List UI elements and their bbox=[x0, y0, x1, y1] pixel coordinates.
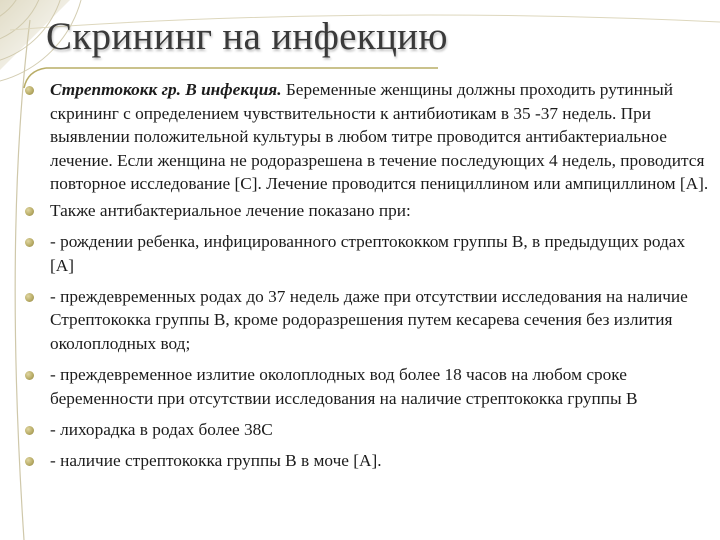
bullet-icon bbox=[25, 371, 34, 380]
item-text: - рождении ребенка, инфицированного стрептококком группы В, в предыдущих родах [A] bbox=[50, 232, 686, 275]
list-item bbox=[22, 78, 712, 196]
list-item bbox=[22, 363, 712, 410]
list-item bbox=[22, 285, 712, 356]
list-item bbox=[22, 199, 712, 223]
item-text: Беременные женщины должны проходить рутинный скрининг с определением чувствительности к антибиотикам в 35 -37 недель. При выявлении положительной культуры в любом титре проводится антибактериальное лечение. Если женщина не родоразрешена в течение последующих 4 недель, проводится повторное исследование [С]. Лечение проводится пенициллином или ампициллином [A]. bbox=[50, 80, 709, 194]
item-text: Также антибактериальное лечение показано при: bbox=[50, 200, 411, 220]
bullet-icon bbox=[25, 457, 34, 466]
bullet-icon bbox=[25, 207, 34, 216]
page-title: Скрининг на инфекцию bbox=[46, 15, 448, 58]
bullet-icon bbox=[25, 293, 34, 302]
list-item bbox=[22, 230, 712, 277]
bullet-icon bbox=[25, 426, 34, 435]
item-text: - наличие стрептококка группы В в моче [A]. bbox=[50, 450, 382, 470]
bullet-icon bbox=[25, 86, 34, 95]
list-item bbox=[22, 449, 712, 473]
item-text: - лихорадка в родах более 38С bbox=[50, 419, 273, 439]
item-text: - преждевременных родах до 37 недель даже при отсутствии исследования на наличие Стрептококка группы В, кроме родоразрешения путем кесарева сечения без излития околоплодных вод; bbox=[50, 286, 688, 353]
item-text: - преждевременное излитие околоплодных вод более 18 часов на любом сроке беременности при отсутствии исследования на наличие стрептококка группы В bbox=[50, 365, 638, 408]
list-item bbox=[22, 418, 712, 442]
item-lead: Стрептококк гр. В инфекция. bbox=[50, 80, 282, 99]
bullet-icon bbox=[25, 238, 34, 247]
bullet-list bbox=[22, 78, 712, 480]
